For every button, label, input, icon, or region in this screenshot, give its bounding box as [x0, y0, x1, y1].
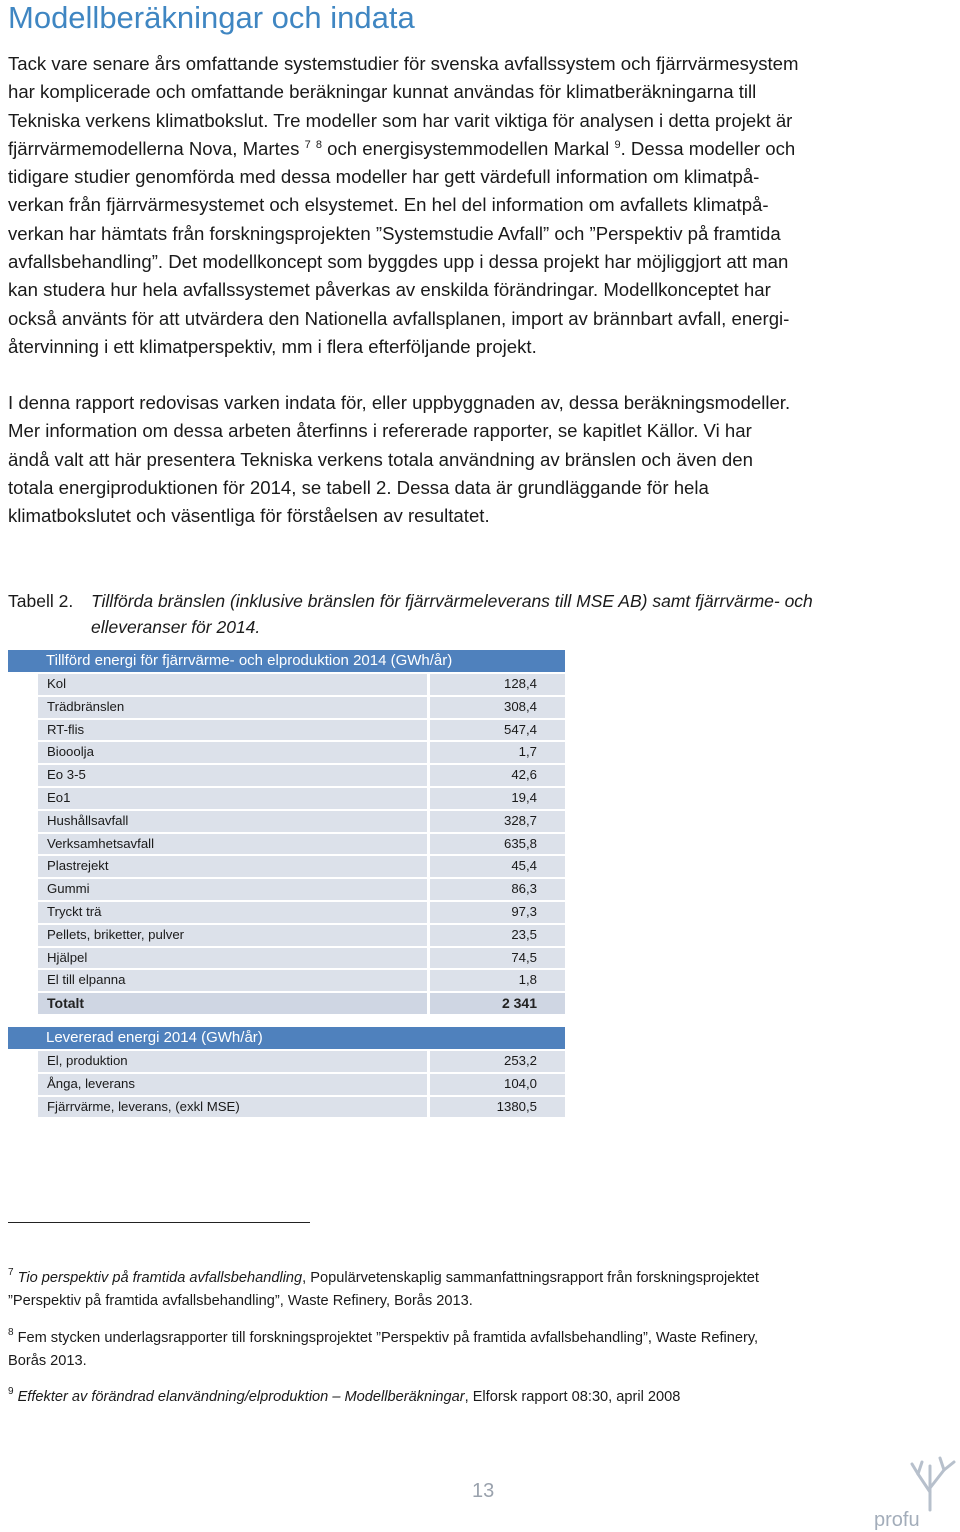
table-row: [8, 947, 565, 970]
page-number: 13: [472, 1480, 495, 1502]
table-row: [8, 673, 565, 696]
row-label: Fjärrvärme, leverans, (exkl MSE): [47, 1098, 240, 1114]
row-value: 86,3: [511, 881, 537, 897]
row-value: 308,4: [503, 698, 537, 714]
footnote-number: 9: [8, 1386, 14, 1397]
text-line: också använts för att utvärdera den Nationella avfallsplanen, import av brännbart avfall, energi-: [8, 307, 790, 329]
row-value: 253,2: [503, 1053, 537, 1068]
profu-logo: [868, 1452, 960, 1532]
table-delivered-energy: [8, 1050, 565, 1118]
row-label: Pellets, briketter, pulver: [47, 926, 185, 942]
row-value: 1,7: [518, 744, 537, 760]
table-row: [8, 855, 565, 878]
table-cell-value-bg: [430, 1051, 565, 1072]
row-label: Totalt: [47, 995, 85, 1012]
footnote-line: [8, 1327, 948, 1350]
footnote-line: Borås 2013.: [8, 1353, 87, 1369]
table-row: [8, 741, 565, 764]
caption-line: Tillförda bränslen (inklusive bränslen för fjärrvärmeleverans till MSE AB) samt fjärrvärme- och: [91, 591, 813, 611]
row-value: 1380,5: [496, 1098, 537, 1114]
table-row: [8, 787, 565, 810]
table-row: [8, 1050, 565, 1073]
table-cell-value-bg: [430, 788, 565, 809]
text-line: Tack vare senare års omfattande systemstudier för svenska avfallssystem och fjärrvärmesystem: [8, 53, 799, 74]
logo-wordmark: profu: [874, 1509, 920, 1531]
footnote-ref-8: 8: [315, 138, 322, 151]
table-row: [8, 924, 565, 947]
text-line: klimatbokslutet och väsentliga för förståelsen av resultatet.: [8, 505, 490, 527]
footnote-text: , Elforsk rapport 08:30, april 2008: [464, 1389, 681, 1405]
row-label: Hjälpel: [47, 949, 88, 965]
row-label: Tryckt trä: [47, 903, 102, 919]
table-cell-value-bg: [430, 902, 565, 923]
text-line: verkan från fjärrvärmesystemet och elsystemet. En hel del information om avfallets klimatpå-: [8, 194, 769, 216]
table-cell-value-bg: [430, 697, 565, 718]
caption-text: [91, 588, 813, 640]
footnote-line: [8, 1386, 948, 1409]
text-line: har komplicerade och omfattande beräkningar kunnat användas för klimatberäkningarna till: [8, 81, 757, 103]
table-cell-label-bg: [38, 993, 427, 1014]
row-label: Ånga, leverans: [47, 1075, 135, 1091]
text-line: Mer information om dessa arbeten återfinns i refererade rapporter, se kapitlet Källor. Vi har: [8, 420, 752, 442]
intro-paragraph: [8, 50, 948, 361]
text-fragment: och energisystemmodellen Markal: [322, 137, 610, 159]
footnote-7: [8, 1267, 948, 1313]
table-row: [8, 764, 565, 787]
footnote-number: 7: [8, 1267, 14, 1278]
table-row: [8, 810, 565, 833]
footnote-line: [8, 1267, 948, 1290]
table-row: [8, 969, 565, 992]
table-row: [8, 1096, 565, 1119]
row-value: 328,7: [503, 812, 537, 828]
text-line: avfallsbehandling”. Det modellkoncept som byggdes upp i dessa projekt har möjliggjort att man: [8, 251, 789, 273]
row-value: 104,0: [503, 1075, 537, 1091]
footnote-ref-7: 7: [304, 138, 311, 151]
footnote-8: [8, 1327, 948, 1373]
table-cell-label-bg: [38, 948, 427, 969]
text-fragment: fjärrvärmemodellerna Nova, Martes: [8, 137, 300, 159]
table-total-row: [8, 992, 565, 1015]
caption-label: Tabell 2.: [8, 591, 74, 611]
table-cell-label-bg: [38, 765, 427, 786]
footnote-text: , Populärvetenskaplig sammanfattningsrapport från forskningsprojektet: [302, 1270, 759, 1286]
table-cell-value-bg: [430, 765, 565, 786]
table-row: [8, 719, 565, 742]
table-cell-value-bg: [430, 811, 565, 832]
table-cell-value-bg: [430, 1074, 565, 1095]
table-row: [8, 878, 565, 901]
row-label: Gummi: [47, 881, 90, 897]
row-label: El, produktion: [47, 1053, 128, 1068]
text-line: återvinning i ett klimatperspektiv, mm i flera efterföljande projekt.: [8, 335, 537, 357]
table-cell-label-bg: [38, 742, 427, 763]
row-value: 128,4: [503, 676, 537, 691]
footnote-title: Effekter av förändrad elanvändning/elproduktion – Modellberäkningar: [17, 1389, 465, 1405]
row-label: Eo1: [47, 789, 71, 805]
table-header-supplied-energy: Tillförd energi för fjärrvärme- och elproduktion 2014 (GWh/år): [8, 650, 565, 672]
footnote-ref-9: 9: [614, 138, 621, 151]
row-value: 45,4: [511, 858, 537, 874]
footnote-line: ”Perspektiv på framtida avfallsbehandling”, Waste Refinery, Borås 2013.: [8, 1293, 473, 1309]
row-label: Plastrejekt: [47, 858, 109, 874]
table-cell-value-bg: [430, 879, 565, 900]
table-cell-value-bg: [430, 948, 565, 969]
caption-line: elleveranser för 2014.: [91, 617, 261, 637]
table-cell-label-bg: [38, 879, 427, 900]
row-value: 2 341: [501, 995, 537, 1012]
footnote-text: Fem stycken underlagsrapporter till forskningsprojektet ”Perspektiv på framtida avfallsbehandling”, Waste Refinery,: [17, 1330, 759, 1346]
row-label: Biooolja: [47, 744, 94, 760]
row-label: Verksamhetsavfall: [47, 835, 155, 851]
row-value: 23,5: [511, 926, 537, 942]
table-row: [8, 696, 565, 719]
row-label: El till elpanna: [47, 972, 126, 988]
table-row: [8, 901, 565, 924]
row-value: 547,4: [503, 721, 537, 737]
table-row: [8, 833, 565, 856]
footnote-title: Tio perspektiv på framtida avfallsbehandling: [17, 1270, 303, 1286]
table-cell-value-bg: [430, 834, 565, 855]
page-title: Modellberäkningar och indata: [8, 0, 415, 35]
row-label: Kol: [47, 676, 67, 691]
row-value: 19,4: [511, 789, 537, 805]
table-cell-label-bg: [38, 674, 427, 695]
text-line: kan studera hur hela avfallssystemet påverkas av enskilda förändringar. Modellkonceptet har: [8, 279, 771, 301]
text-line: ändå valt att här presentera Tekniska verkens totala användning av bränslen och även den: [8, 448, 753, 470]
table-cell-value-bg: [430, 970, 565, 991]
text-fragment: . Dessa modeller och: [620, 137, 796, 159]
row-value: 635,8: [503, 835, 537, 851]
table-cell-label-bg: [38, 788, 427, 809]
row-value: 42,6: [511, 767, 537, 783]
table-cell-value-bg: [430, 720, 565, 741]
footnote-divider: [8, 1222, 310, 1223]
report-paragraph: [8, 389, 948, 530]
table-cell-value-bg: [430, 742, 565, 763]
text-line: [8, 135, 948, 163]
footnote-number: 8: [8, 1327, 14, 1338]
row-label: Trädbränslen: [47, 698, 125, 714]
text-line: tidigare studier genomförda med dessa modeller har gett värdefull information om klimatpå-: [8, 166, 760, 188]
row-value: 1,8: [518, 972, 537, 988]
text-line: Tekniska verkens klimatbokslut. Tre modeller som har varit viktiga för analysen i detta projekt är: [8, 109, 793, 131]
table-supplied-energy: [8, 673, 565, 1015]
table-row: [8, 1073, 565, 1096]
row-label: RT-flis: [47, 721, 85, 737]
table-cell-value-bg: [430, 925, 565, 946]
table-cell-value-bg: [430, 856, 565, 877]
table-cell-label-bg: [38, 720, 427, 741]
text-line: I denna rapport redovisas varken indata för, eller uppbyggnaden av, dessa beräkningsmodeller.: [8, 392, 791, 413]
text-line: totala energiproduktionen för 2014, se tabell 2. Dessa data är grundläggande för hela: [8, 476, 709, 498]
footnote-9: [8, 1386, 948, 1409]
row-label: Hushållsavfall: [47, 812, 129, 828]
row-value: 97,3: [511, 903, 537, 919]
text-line: verkan har hämtats från forskningsprojekten ”Systemstudie Avfall” och ”Perspektiv på framtida: [8, 222, 781, 244]
table-cell-value-bg: [430, 674, 565, 695]
table-header-delivered-energy: Levererad energi 2014 (GWh/år): [8, 1027, 565, 1049]
row-label: Eo 3-5: [47, 767, 86, 783]
table-cell-value-bg: [430, 993, 565, 1014]
row-value: 74,5: [511, 949, 537, 965]
